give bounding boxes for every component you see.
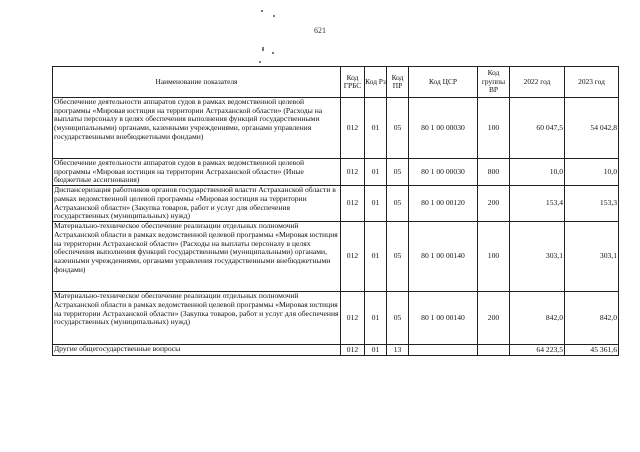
page-number: 621 <box>314 26 326 35</box>
row-vr <box>478 345 510 356</box>
row-2023: 153,3 <box>565 186 619 222</box>
row-vr: 100 <box>478 222 510 292</box>
row-2022: 64 223,5 <box>510 345 565 356</box>
row-vr: 800 <box>478 159 510 186</box>
row-2022: 842,0 <box>510 292 565 345</box>
row-pr: 05 <box>387 159 409 186</box>
header-grbs: Код ГРБС <box>341 67 365 98</box>
header-2022: 2022 год <box>510 67 565 98</box>
row-2023: 45 361,6 <box>565 345 619 356</box>
row-2023: 10,0 <box>565 159 619 186</box>
row-2022: 153,4 <box>510 186 565 222</box>
row-2022: 10,0 <box>510 159 565 186</box>
row-csr: 80 1 00 00140 <box>409 292 478 345</box>
row-2022: 60 047,5 <box>510 98 565 159</box>
table-row <box>53 292 619 345</box>
table-row <box>53 345 619 356</box>
header-rz: Код Рз <box>365 67 387 98</box>
row-grbs: 012 <box>341 292 365 345</box>
row-name: Материально-техническое обеспечение реализации отдельных полномочий Астраханской области в рамках ведомственной целевой программы «Мировая юстиция на территории Астраханской области» (Расходы на выплаты персоналу в целях обеспечения выполнения функций государственными (муниципальными) органами, казенными учреждениями, органами управления государственными внебюджетными фондами) <box>53 222 341 292</box>
header-pr: Код ПР <box>387 67 409 98</box>
row-csr: 80 1 00 00140 <box>409 222 478 292</box>
row-rz: 01 <box>365 292 387 345</box>
row-pr: 05 <box>387 292 409 345</box>
row-rz: 01 <box>365 222 387 292</box>
row-grbs: 012 <box>341 222 365 292</box>
header-csr: Код ЦСР <box>409 67 478 98</box>
row-pr: 05 <box>387 222 409 292</box>
row-2022: 303,1 <box>510 222 565 292</box>
row-vr: 200 <box>478 292 510 345</box>
row-rz: 01 <box>365 186 387 222</box>
table-row <box>53 222 619 292</box>
row-2023: 303,1 <box>565 222 619 292</box>
row-rz: 01 <box>365 345 387 356</box>
row-name: Другие общегосударственные вопросы <box>53 345 341 356</box>
row-csr: 80 1 00 00030 <box>409 159 478 186</box>
row-csr: 80 1 00 00030 <box>409 98 478 159</box>
table-header-row <box>53 67 619 98</box>
header-name: Наименование показателя <box>53 67 341 98</box>
row-csr <box>409 345 478 356</box>
header-vr: Код группы ВР <box>478 67 510 98</box>
row-pr: 13 <box>387 345 409 356</box>
table-row <box>53 186 619 222</box>
row-2023: 54 042,8 <box>565 98 619 159</box>
row-vr: 200 <box>478 186 510 222</box>
scan-speck <box>259 61 261 63</box>
row-name: Диспансеризация работников органов государственной власти Астраханской области в рамках ведомственной целевой программы «Мировая юстиция на территории Астраханской области» (Закупка товаров, работ и услуг для обеспечения государственных (муниципальных) нужд) <box>53 186 341 222</box>
row-grbs: 012 <box>341 98 365 159</box>
budget-table <box>52 66 619 356</box>
row-pr: 05 <box>387 98 409 159</box>
row-name: Материально-техническое обеспечение реализации отдельных полномочий Астраханской области в рамках ведомственной целевой программы «Мировая юстиция на территории Астраханской области» (Закупка товаров, работ и услуг для обеспечения государственных (муниципальных) нужд) <box>53 292 341 345</box>
row-vr: 100 <box>478 98 510 159</box>
row-rz: 01 <box>365 159 387 186</box>
table-row <box>53 159 619 186</box>
row-rz: 01 <box>365 98 387 159</box>
row-name: Обеспечение деятельности аппаратов судов в рамках ведомственной целевой программы «Мировая юстиция на территории Астраханской области» (Расходы на выплаты персоналу в целях обеспечения выполнения функций государственными (муниципальными) органами, казенными учреждениями, органами управления государственными внебюджетными фондами) <box>53 98 341 159</box>
row-grbs: 012 <box>341 159 365 186</box>
row-name: Обеспечение деятельности аппаратов судов в рамках ведомственной целевой программы «Мировая юстиция на территории Астраханской области» (Иные бюджетные ассигнования) <box>53 159 341 186</box>
scan-speck <box>261 10 263 12</box>
scan-speck <box>262 47 264 51</box>
row-pr: 05 <box>387 186 409 222</box>
header-2023: 2023 год <box>565 67 619 98</box>
row-grbs: 012 <box>341 186 365 222</box>
row-csr: 80 1 00 00120 <box>409 186 478 222</box>
row-grbs: 012 <box>341 345 365 356</box>
scan-speck <box>272 52 274 54</box>
table-row <box>53 98 619 159</box>
scan-speck <box>273 15 275 17</box>
row-2023: 842,0 <box>565 292 619 345</box>
